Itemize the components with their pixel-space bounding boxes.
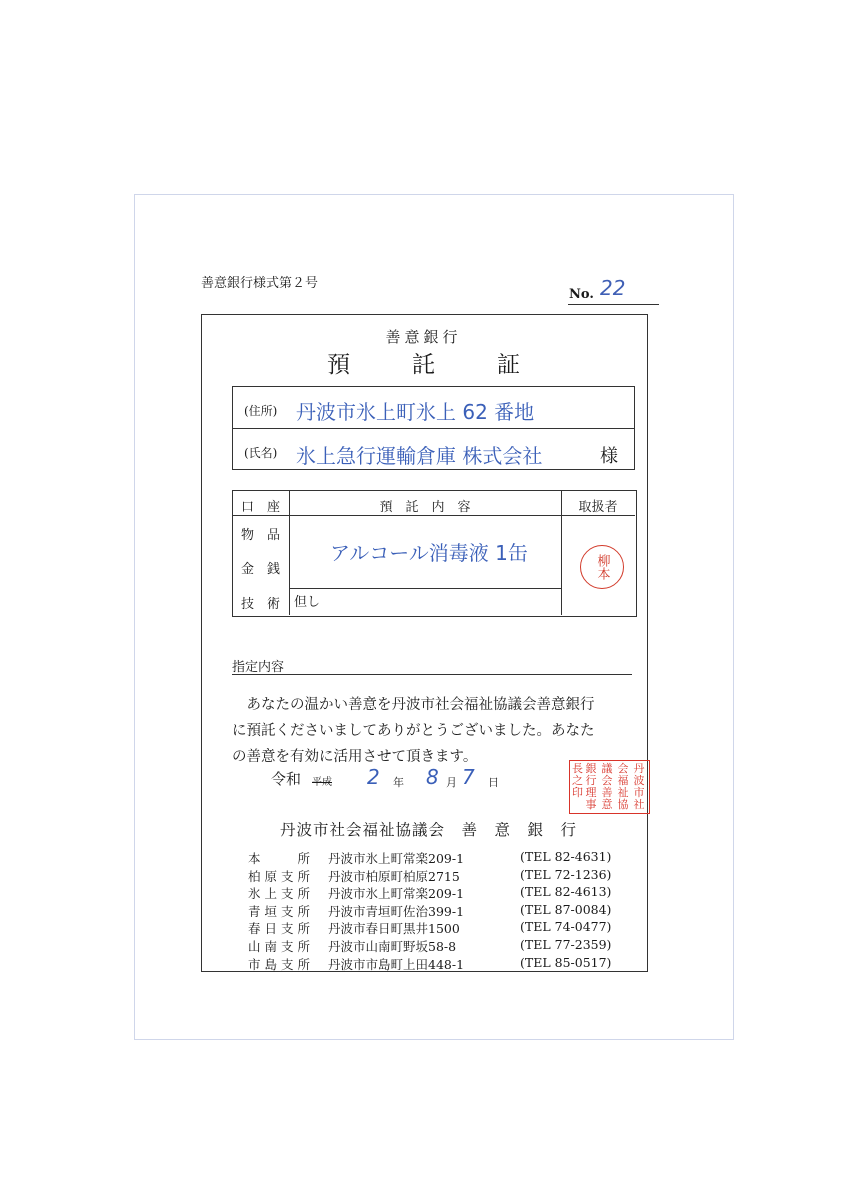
number-value: 22 (600, 276, 626, 300)
official-seal-glyph: 社 (633, 798, 645, 811)
branch-tel: (TEL 74-0477) (520, 919, 612, 935)
branch-address: 丹波市春日町黒井1500 (328, 921, 460, 937)
branch-name: 山南支所 (248, 939, 310, 954)
official-seal-glyph: 議 (601, 762, 613, 775)
branch-address: 丹波市市島町上田448-1 (328, 956, 465, 972)
certificate-title: 預託証 (327, 352, 582, 378)
official-seal-glyph: 印 (572, 786, 583, 799)
deposit-content-value: アルコール消毒液 1缶 (330, 541, 528, 565)
number-underline (568, 304, 659, 305)
branch-address: 丹波市青垣町佐治399-1 (328, 903, 465, 919)
branch-name: 春日支所 (248, 921, 310, 937)
name-label: (氏名) (244, 446, 278, 460)
official-seal-glyph: 市 (633, 786, 645, 799)
official-seal-glyph: 行 (585, 774, 597, 787)
date-era: 令和 (271, 770, 302, 788)
official-seal-glyph: 祉 (617, 786, 629, 799)
official-seal-glyph: 善 (601, 786, 613, 799)
address-value: 丹波市氷上町氷上 62 番地 (296, 400, 535, 424)
date-old-era: 平成 (312, 777, 332, 788)
handler-seal-text: 柳本 (594, 554, 610, 580)
name-value: 氷上急行運輸倉庫 株式会社 (296, 444, 543, 468)
branch-name: 柏原支所 (248, 868, 310, 884)
branch-tel: (TEL 72-1236) (520, 866, 612, 882)
date-year: 2 (367, 765, 380, 789)
date-month-unit: 月 (446, 776, 457, 789)
date-year-unit: 年 (393, 776, 404, 789)
header-content: 預 託 内 容 (379, 500, 471, 515)
organization-name: 丹波市社会福祉協議会 善 意 銀 行 (280, 821, 578, 839)
number-label: No. (569, 287, 594, 302)
branch-tel: (TEL 77-2359) (520, 937, 612, 952)
date-month: 8 (426, 765, 439, 789)
handler-seal (580, 545, 624, 589)
official-seal-glyph: 意 (601, 798, 613, 811)
message-line: の善意を有効に活用させて頂きます。 (232, 749, 478, 765)
form-label: 善意銀行様式第２号 (201, 276, 319, 291)
official-seal-glyph: 波 (633, 774, 645, 787)
official-seal (569, 760, 650, 814)
date-day-unit: 日 (488, 776, 499, 789)
official-seal-glyph: 会 (617, 762, 629, 775)
row-money: 金 銭 (240, 562, 280, 577)
official-seal-glyph: 銀 (585, 762, 597, 775)
official-seal-glyph: 協 (617, 798, 629, 811)
official-seal-glyph: 之 (572, 774, 583, 787)
honorific: 様 (600, 446, 618, 467)
official-seal-glyph: 事 (585, 798, 597, 811)
message-line: に預託くださいましてありがとうございました。あなた (232, 723, 595, 739)
branch-tel: (TEL 82-4631) (520, 849, 612, 864)
branch-tel: (TEL 82-4613) (520, 884, 612, 900)
branch-name: 市島支所 (248, 956, 310, 972)
row-skill: 技 術 (240, 597, 280, 612)
branch-tel: (TEL 87-0084) (520, 901, 612, 917)
address-label: (住所) (244, 404, 278, 418)
proviso-label: 但し (294, 595, 321, 610)
bank-name: 善意銀行 (385, 328, 462, 346)
specified-title: 指定内容 (232, 660, 285, 675)
branch-tel: (TEL 85-0517) (520, 954, 612, 970)
official-seal-glyph: 丹 (633, 762, 645, 775)
branch-address: 丹波市山南町野坂58-8 (328, 939, 457, 954)
donor-box-divider (232, 428, 635, 429)
official-seal-glyph: 理 (585, 786, 597, 799)
header-account: 口 座 (240, 500, 280, 515)
branch-name: 本所 (248, 851, 310, 866)
branch-name: 氷上支所 (248, 886, 310, 902)
message-line: あなたの温かい善意を丹波市社会福祉協議会善意銀行 (232, 697, 595, 713)
header-handler: 取扱者 (578, 500, 618, 515)
branch-address: 丹波市氷上町常楽209-1 (328, 851, 465, 866)
table-proviso-divider (289, 588, 561, 589)
branch-address: 丹波市氷上町常楽209-1 (328, 886, 465, 902)
date-day: 7 (462, 765, 475, 789)
specified-underline (232, 674, 632, 675)
official-seal-glyph: 長 (572, 762, 583, 775)
branch-address: 丹波市柏原町柏原2715 (328, 868, 460, 884)
row-goods: 物 品 (240, 528, 280, 543)
table-header-divider (232, 515, 635, 516)
official-seal-glyph: 会 (601, 774, 613, 787)
branch-name: 青垣支所 (248, 903, 310, 919)
official-seal-glyph: 福 (617, 774, 629, 787)
